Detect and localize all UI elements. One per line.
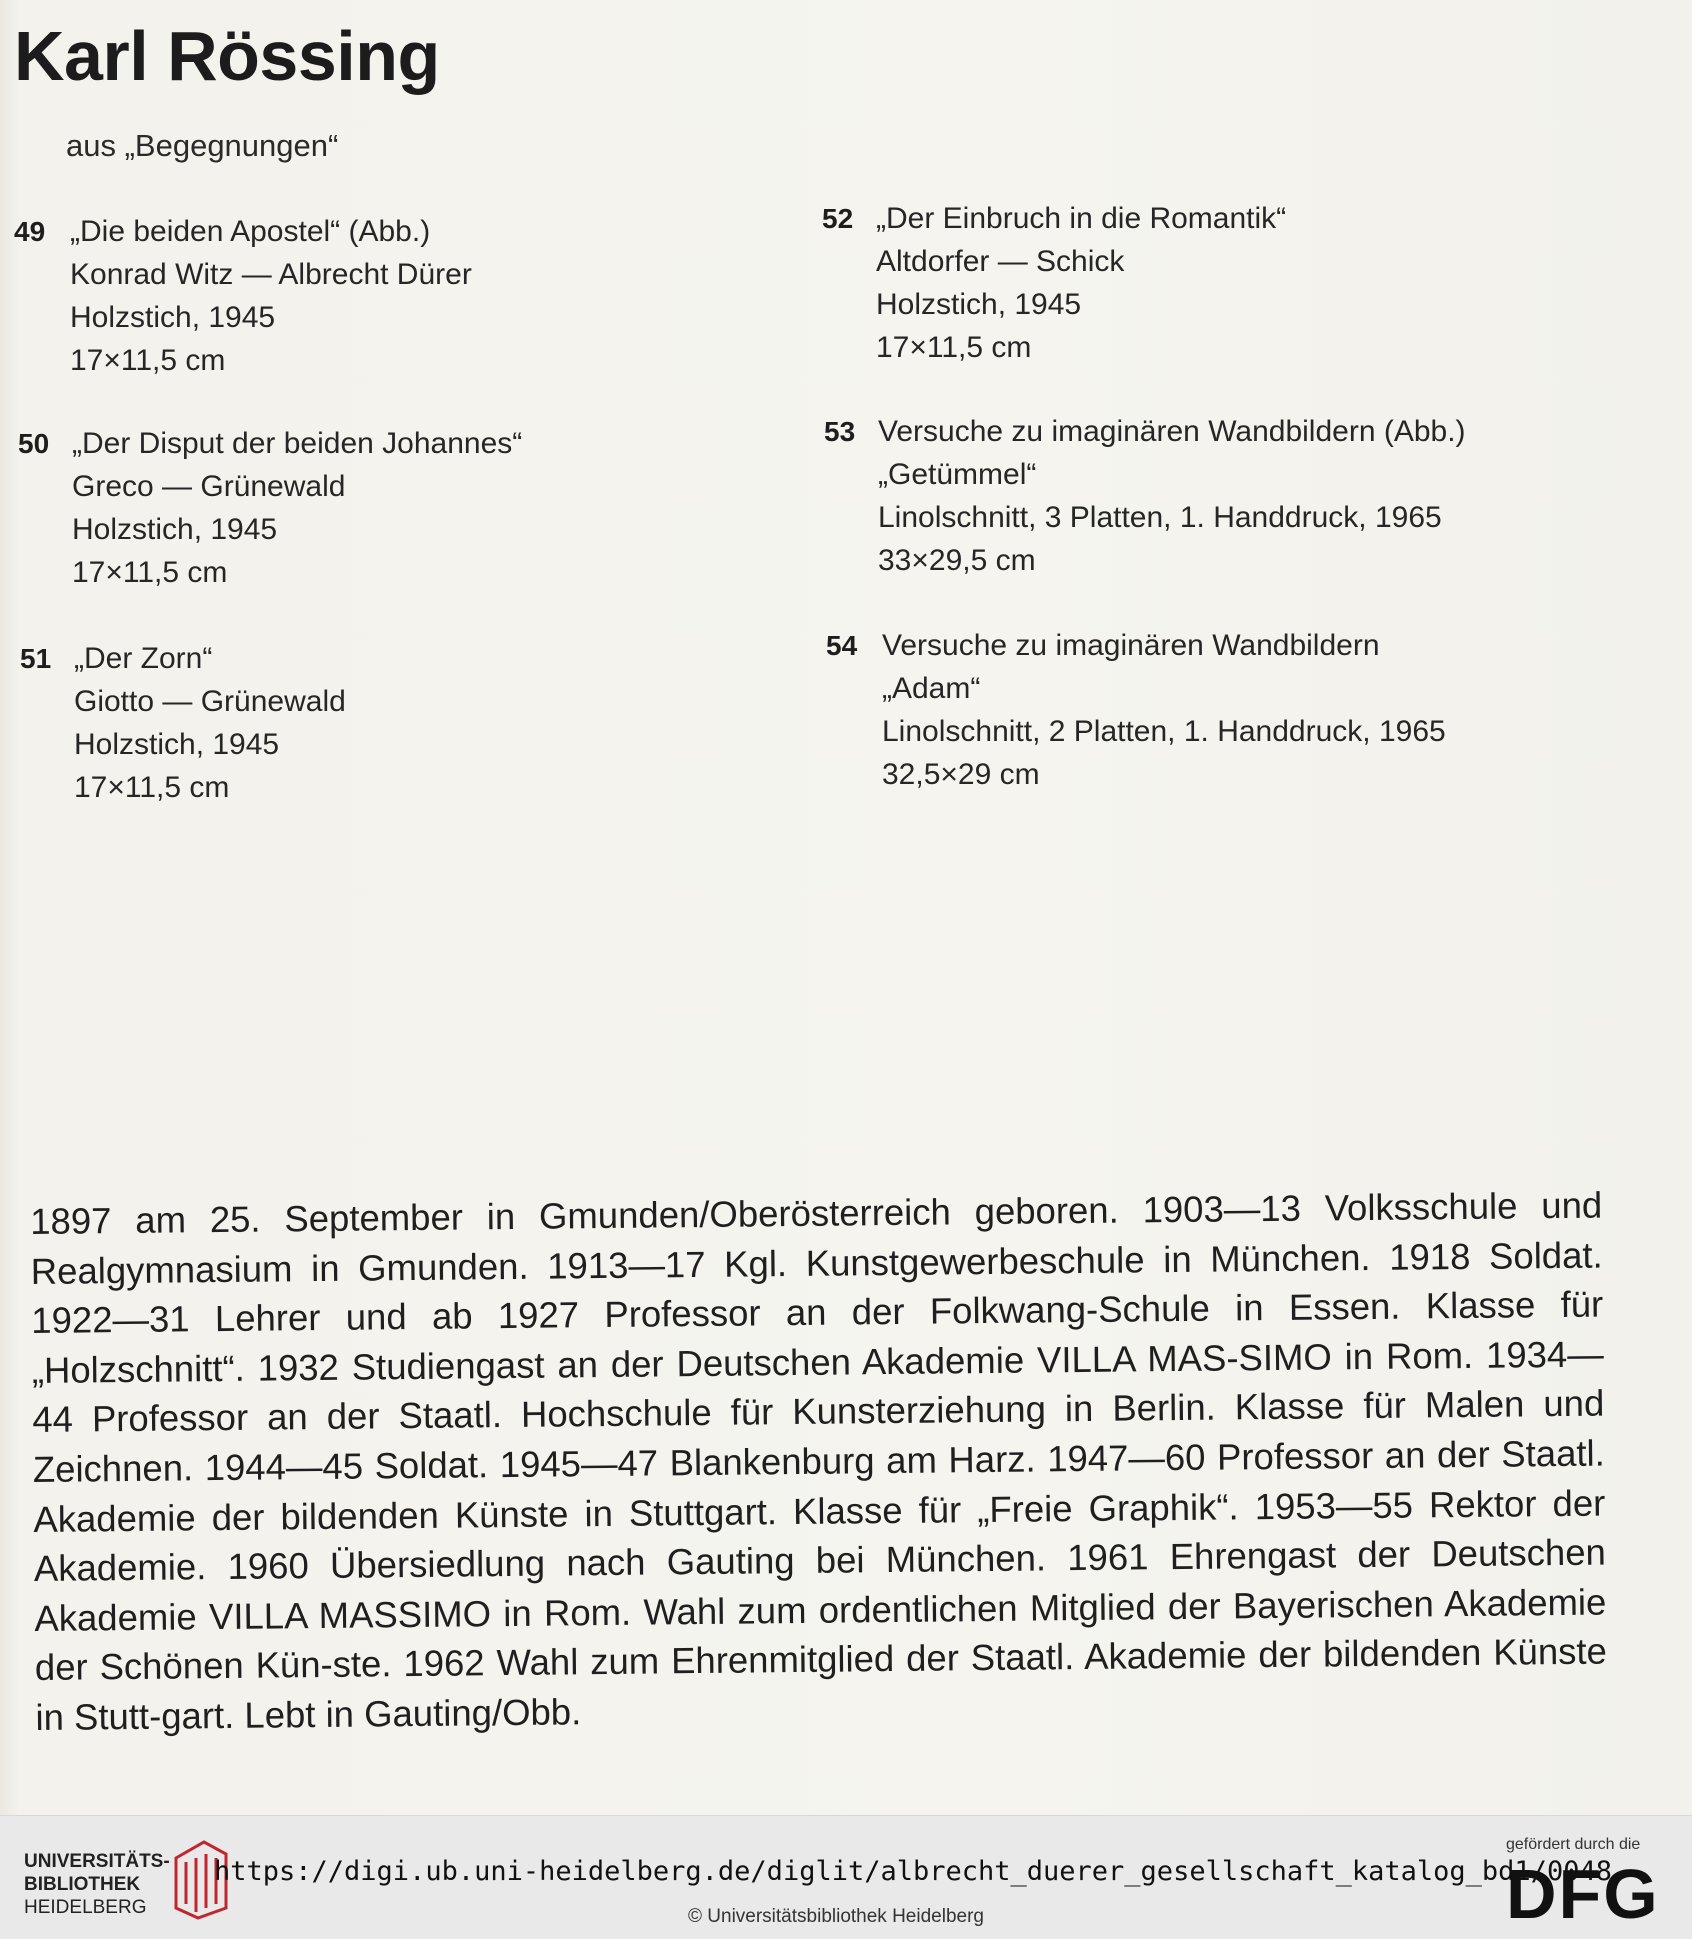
permalink-url[interactable]: https://digi.ub.uni-heidelberg.de/diglit/albrecht_duerer_gesellschaft_katalog_bd1/0048 [214, 1856, 1612, 1887]
entry-title: „Die beiden Apostel“ (Abb.) [70, 215, 431, 248]
entry-dimensions: 17×11,5 cm [70, 344, 226, 377]
copyright-notice: © Universitätsbibliothek Heidelberg [688, 1906, 984, 1927]
entry-technique: Holzstich, 1945 [72, 513, 278, 546]
viewer-footer [0, 1815, 1692, 1939]
entry-technique: Holzstich, 1945 [70, 301, 276, 334]
entry-technique: Linolschnitt, 2 Platten, 1. Handdruck, 1965 [882, 715, 1446, 748]
entry-number: 51 [20, 643, 52, 674]
entry-number: 49 [14, 216, 46, 247]
page-title: Karl Rössing [14, 17, 440, 95]
entry-title: Versuche zu imaginären Wandbildern (Abb.) [878, 415, 1466, 448]
entry-dimensions: 17×11,5 cm [876, 331, 1032, 364]
entry-artists: „Adam“ [882, 672, 981, 705]
entry-technique: Holzstich, 1945 [74, 728, 280, 761]
entry-title: „Der Disput der beiden Johannes“ [72, 427, 523, 460]
entry-dimensions: 17×11,5 cm [74, 771, 230, 804]
entry-technique: Linolschnitt, 3 Platten, 1. Handdruck, 1965 [878, 501, 1442, 534]
artist-biography: 1897 am 25. September in Gmunden/Oberösterreich geboren. 1903—13 Volksschule und Realgymnasium in Gmunden. 1913—17 Kgl. Kunstgewerbeschule in München. 1918 Soldat. 1922—31 Lehrer und ab 1927 Professor an der Folkwang-Schule in Essen. Klasse für „Holzschnitt“. 1932 Studiengast an der Deutschen Akademie VILLA MAS-SIMO in Rom. 1934—44 Professor an der Staatl. Hochschule für Kunsterziehung in Berlin. Klasse für Malen und Zeichnen. 1944—45 Soldat. 1945—47 Blankenburg am Harz. 1947—60 Professor an der Staatl. Akademie der bildenden Künste in Stuttgart. Klasse für „Freie Graphik“. 1953—55 Rektor der Akademie. 1960 Übersiedlung nach Gauting bei München. 1961 Ehrengast der Deutschen Akademie VILLA MASSIMO in Rom. Wahl zum ordentlichen Mitglied der Bayerischen Akademie der Schönen Kün-ste. 1962 Wahl zum Ehrenmitglied der Staatl. Akademie der bildenden Künste in Stutt-gart. Lebt in Gauting/Obb. [30, 1184, 1608, 1738]
entry-dimensions: 32,5×29 cm [882, 758, 1040, 791]
page-subtitle: aus „Begegnungen“ [66, 128, 339, 163]
entry-artists: Altdorfer — Schick [876, 245, 1125, 278]
entry-dimensions: 33×29,5 cm [878, 544, 1036, 577]
dfg-logo[interactable]: DFG [1506, 1855, 1660, 1933]
library-logo-line: BIBLIOTHEK [24, 1874, 141, 1895]
funding-label: gefördert durch die [1506, 1836, 1641, 1853]
entry-artists: Greco — Grünewald [72, 470, 346, 503]
entry-technique: Holzstich, 1945 [876, 288, 1082, 321]
entry-number: 50 [18, 428, 50, 459]
library-logo-line: HEIDELBERG [24, 1897, 147, 1918]
entry-title: „Der Einbruch in die Romantik“ [876, 202, 1287, 235]
library-logo[interactable] [24, 1850, 170, 1919]
entry-artists: Konrad Witz — Albrecht Dürer [70, 258, 472, 291]
entry-title: „Der Zorn“ [74, 642, 213, 675]
entry-dimensions: 17×11,5 cm [72, 556, 228, 589]
library-logo-line: UNIVERSITÄTS- [24, 1851, 170, 1872]
entry-number: 54 [826, 630, 858, 661]
entry-title: Versuche zu imaginären Wandbildern [882, 629, 1380, 662]
entry-number: 52 [822, 203, 854, 234]
entry-artists: Giotto — Grünewald [74, 685, 346, 718]
entry-artists: „Getümmel“ [878, 458, 1037, 491]
entry-number: 53 [824, 416, 856, 447]
